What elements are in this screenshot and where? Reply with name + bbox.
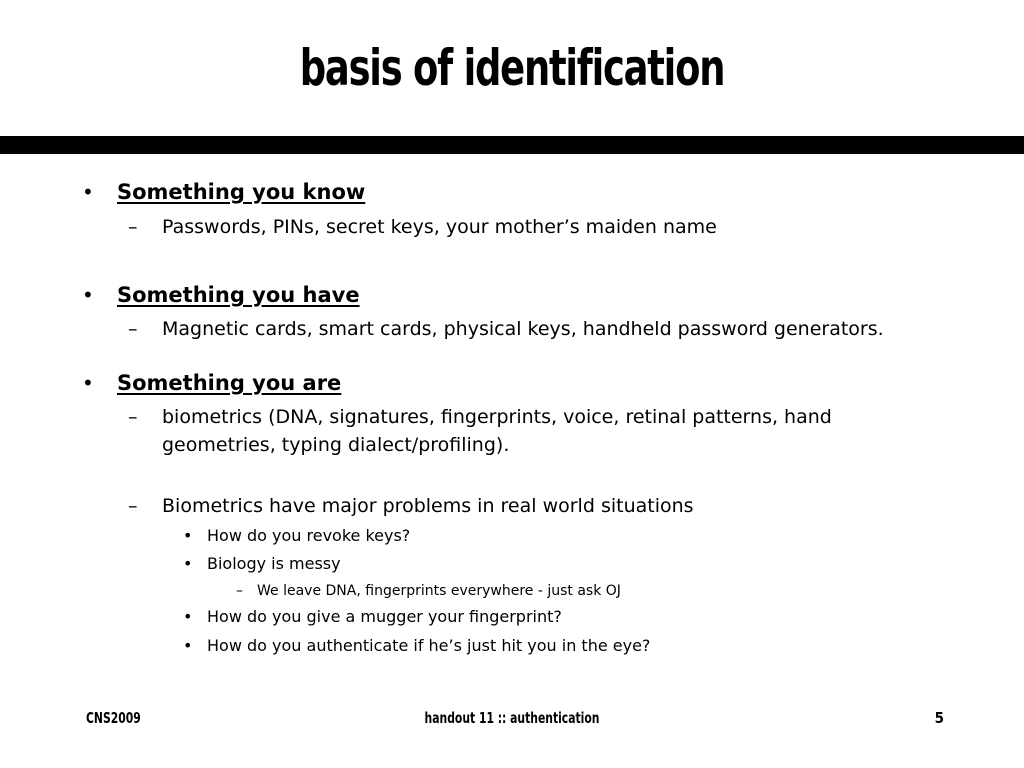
heading-something-you-are: Something you are [117, 371, 342, 395]
dash-icon: – [128, 495, 138, 517]
bullet-icon: • [183, 607, 193, 626]
bullet-icon: • [183, 554, 193, 573]
heading-something-you-have: Something you have [117, 283, 360, 307]
bullet-icon: • [82, 371, 94, 395]
heading-something-you-know: Something you know [117, 180, 366, 204]
bullet-icon: • [82, 180, 94, 204]
problem-authenticate-eye: How do you authenticate if he’s just hit you in the eye? [207, 636, 651, 655]
footer-course-code: CNS2009 [86, 709, 141, 727]
are-biometrics-examples: biometrics (DNA, signatures, fingerprints, voice, retinal patterns, hand geometries, typing dialect/profiling). [162, 406, 832, 456]
footer-page-number: 5 [934, 709, 944, 727]
dash-icon: – [236, 583, 243, 599]
bullet-icon: • [82, 283, 94, 307]
have-examples: Magnetic cards, smart cards, physical keys, handheld password generators. [162, 318, 884, 340]
bullet-icon: • [183, 636, 193, 655]
footer-handout-title: handout 11 :: authentication [424, 709, 600, 727]
dash-icon: – [128, 318, 138, 340]
know-examples: Passwords, PINs, secret keys, your mother’s maiden name [162, 216, 717, 238]
problem-mugger-fingerprint: How do you give a mugger your fingerprint? [207, 607, 562, 626]
title-divider-bar [0, 136, 1024, 154]
problem-revoke-keys: How do you revoke keys? [207, 526, 411, 545]
slide-title: basis of identification [299, 39, 725, 97]
messy-detail: We leave DNA, fingerprints everywhere - just ask OJ [257, 583, 621, 599]
problem-biology-messy: Biology is messy [207, 554, 341, 573]
dash-icon: – [128, 216, 138, 238]
bullet-icon: • [183, 526, 193, 545]
dash-icon: – [128, 406, 138, 428]
biometrics-problems: Biometrics have major problems in real world situations [162, 495, 694, 517]
